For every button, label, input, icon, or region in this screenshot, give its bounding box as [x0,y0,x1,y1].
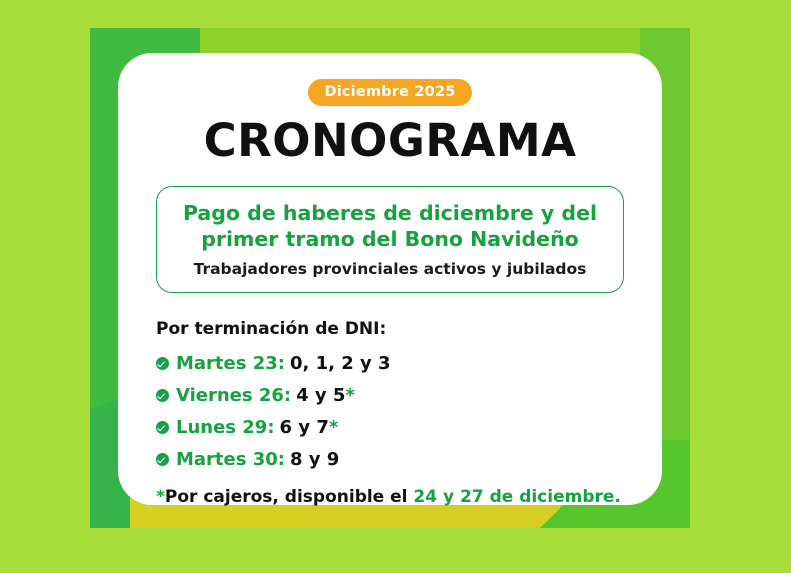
schedule-digits: 6 y 7 [279,417,329,439]
date-badge: Diciembre 2025 [308,79,471,106]
page-title: CRONOGRAMA [203,114,577,167]
schedule-asterisk: * [345,385,355,407]
footnote-dates: 24 y 27 de diciembre. [413,487,621,508]
schedule-digits: 0, 1, 2 y 3 [289,353,391,375]
schedule-day: Martes 30: [176,449,285,471]
highlight-box [156,186,624,293]
list-item [156,417,624,438]
badge-row [156,79,624,106]
highlight-heading-line-2: primer tramo del Bono Navideño [201,226,579,251]
schedule-digits: 8 y 9 [289,449,340,471]
schedule-day: Lunes 29: [176,417,275,439]
list-item [156,353,624,374]
highlight-heading-line-1: Pago de haberes de diciembre y del [182,200,598,225]
check-circle-icon [156,389,169,402]
footnote [156,487,624,507]
schedule-digits: 4 y 5 [296,385,346,407]
footnote-text: Por cajeros, disponible el [164,487,414,508]
schedule-day: Viernes 26: [176,385,292,407]
check-circle-icon [156,453,169,466]
list-item [156,385,624,406]
section-label: Por terminación de DNI: [156,319,387,340]
highlight-heading [175,201,605,252]
check-circle-icon [156,421,169,434]
list-item [156,449,624,470]
schedule-asterisk: * [328,417,339,439]
check-circle-icon [156,357,169,370]
schedule-day: Martes 23: [176,353,285,375]
schedule-list [156,353,624,470]
content-card [118,53,662,508]
footnote-asterisk: * [156,487,165,508]
highlight-subheading: Trabajadores provinciales activos y jubilados [193,260,587,279]
